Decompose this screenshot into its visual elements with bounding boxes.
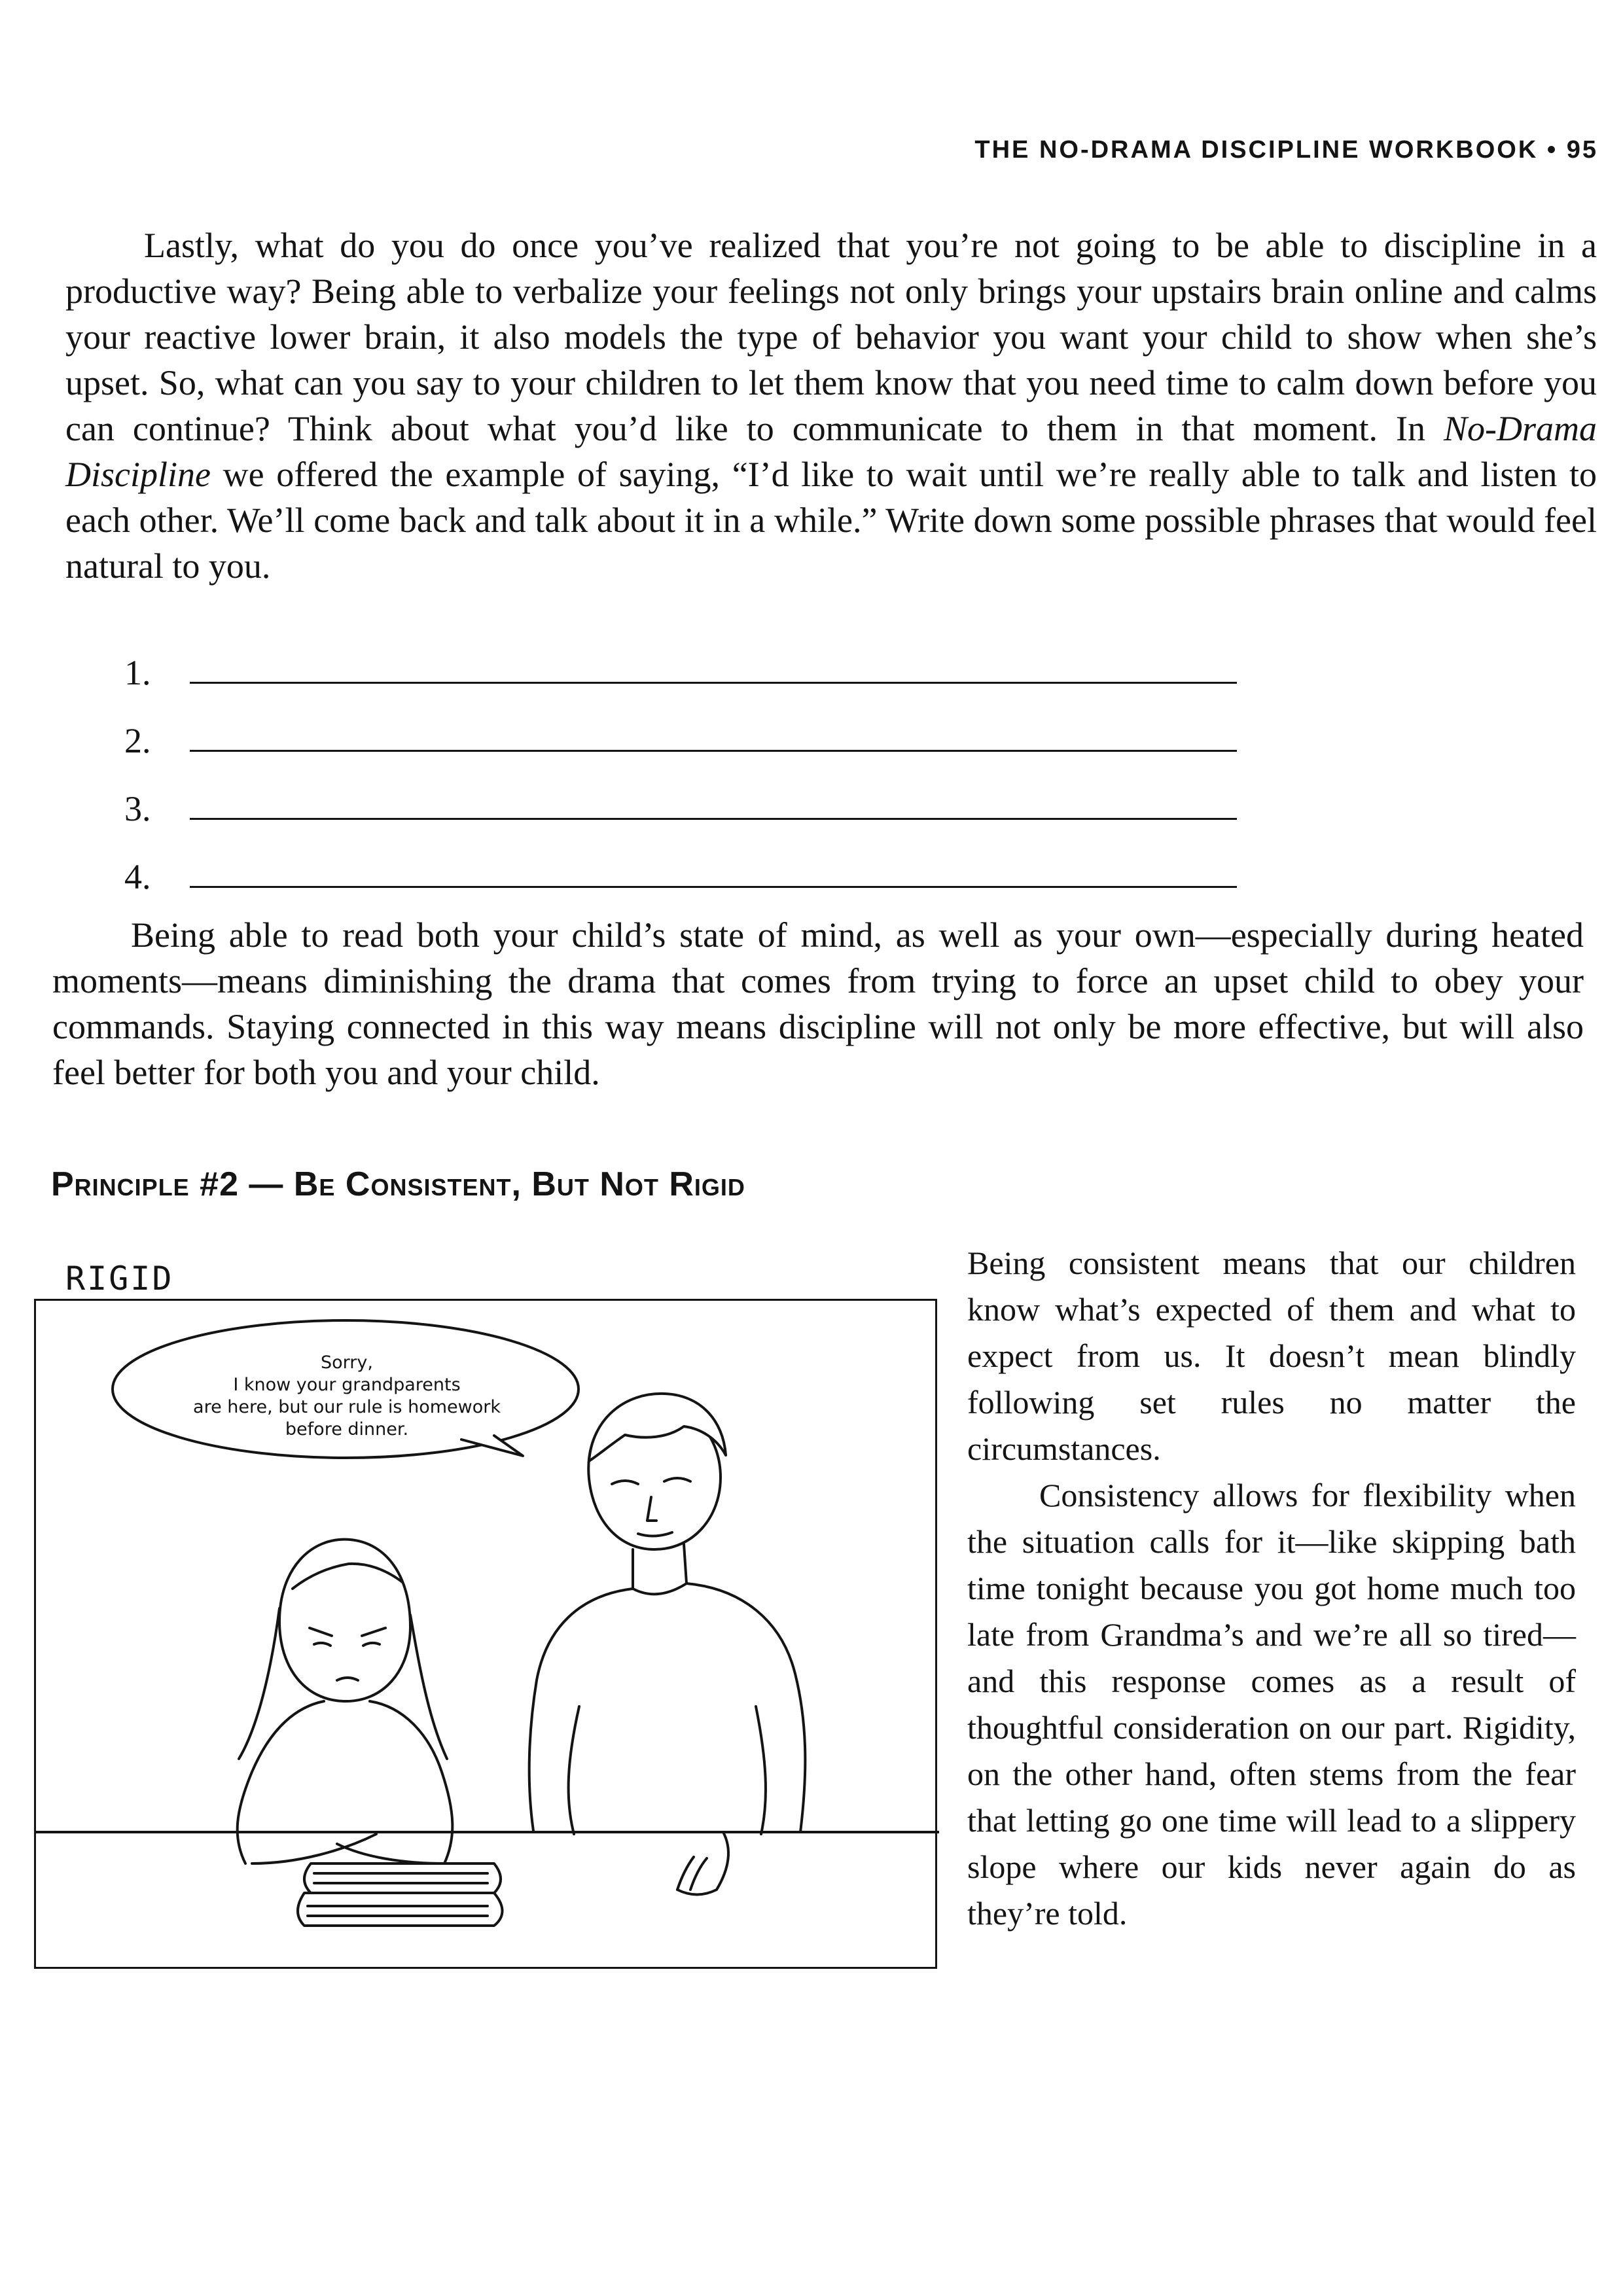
- answer-number: 4.: [124, 857, 151, 896]
- cartoon-label: RIGID: [65, 1260, 174, 1298]
- answer-line-3[interactable]: [124, 761, 1237, 829]
- speech-line: I know your grandparents: [233, 1375, 461, 1395]
- running-head: THE NO-DRAMA DISCIPLINE WORKBOOK • 95: [974, 136, 1598, 164]
- speech-line: are here, but our rule is homework: [193, 1397, 501, 1417]
- answer-line-1[interactable]: [124, 625, 1237, 693]
- paragraph-text: we offered the example of saying, “I’d like to wait until we’re really able to talk and listen to each other. We’ll come back and talk about it in a while.” Write down some possible phrases that would feel natural to you.: [65, 455, 1597, 586]
- book-title: No-Drama Discipline: [65, 409, 1597, 494]
- answer-rule: [190, 817, 1237, 820]
- cartoon-panel: [34, 1299, 937, 1969]
- answer-number: 1.: [124, 653, 151, 692]
- speech-line: Sorry,: [321, 1352, 373, 1373]
- answer-number: 3.: [124, 789, 151, 828]
- answer-line-2[interactable]: [124, 693, 1237, 761]
- answer-rule: [190, 681, 1237, 684]
- body-paragraph-consistency: [967, 1240, 1576, 1937]
- answer-line-4[interactable]: [124, 829, 1237, 897]
- man-figure: [529, 1394, 806, 1895]
- paragraph-text: Being consistent means that our children know what’s expected of them and what to expect from us. It doesn’t mean blindly following set rules no matter the circumstances.: [967, 1245, 1576, 1467]
- paragraph-text: Consistency allows for flexibility when the situation calls for it—like skipping bath time tonight because you got home much too late from Grandma’s and we’re all so tired—and this response comes as a result of thoughtful consideration on our part. Rigidity, on the other hand, often stems from the fear that letting go one time will lead to a slippery slope where our kids never again do as they’re told.: [967, 1477, 1576, 1932]
- speech-bubble-text: [121, 1352, 573, 1441]
- answer-number: 2.: [124, 721, 151, 760]
- answer-rule: [190, 885, 1237, 888]
- body-paragraph-state-of-mind: Being able to read both your child’s state of mind, as well as your own—especially during heated moments—means diminishing the drama that comes from trying to force an upset child to obey your commands. Staying connected in this way means discipline will not only be more effective, but will also feel better for both you and your child.: [52, 915, 1584, 1092]
- body-paragraph-lastly: [65, 222, 1597, 589]
- answer-rule: [190, 749, 1237, 752]
- section-heading: Principle #2 — Be Consistent, But Not Rigid: [51, 1165, 745, 1203]
- book-stack: [298, 1863, 503, 1926]
- paragraph-text: Lastly, what do you do once you’ve realized that you’re not going to be able to discipline in a productive way? Being able to verbalize your feelings not only brings your upstairs brain online and calms your reactive lower brain, it also models the type of behavior you want your child to show when she’s upset. So, what can you say to your children to let them know that you need time to calm down before you can continue? Think about what you’d like to communicate to them in that moment. In: [65, 226, 1597, 448]
- girl-figure: [238, 1540, 453, 1863]
- speech-line: before dinner.: [285, 1419, 409, 1439]
- answer-lines: [124, 625, 1237, 897]
